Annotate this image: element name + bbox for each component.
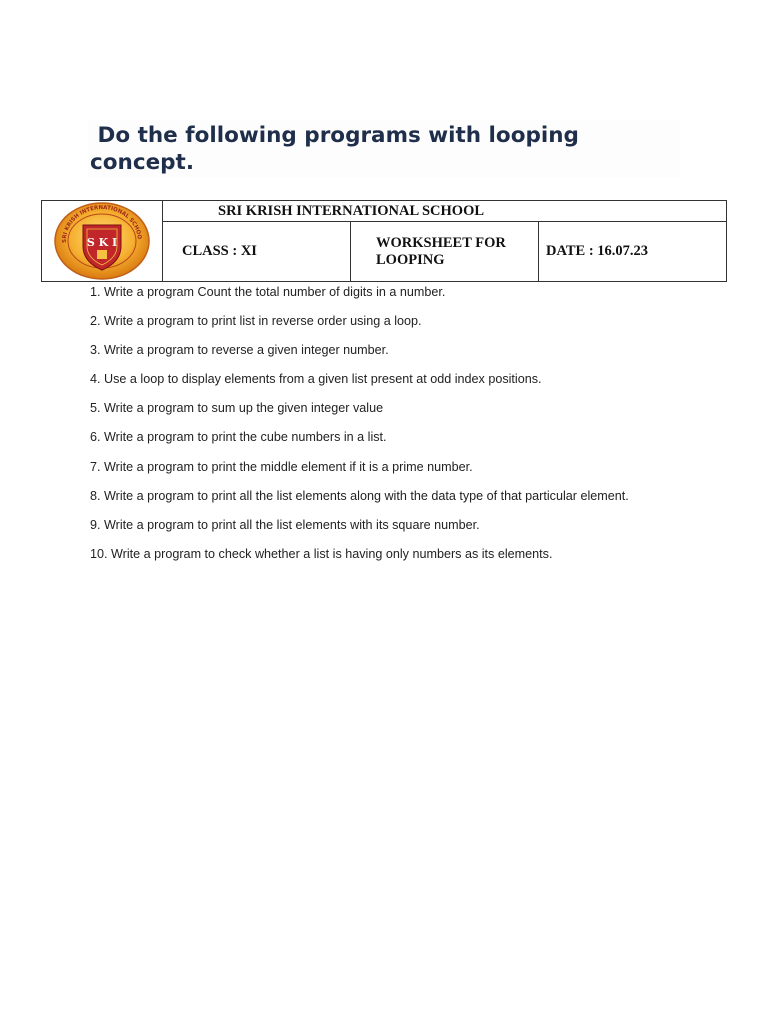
list-item: 4. Use a loop to display elements from a given list present at odd index positions. <box>90 372 542 387</box>
class-label: CLASS : XI <box>163 222 351 282</box>
list-item: 1. Write a program Count the total number of digits in a number. <box>90 285 446 299</box>
svg-text:S K I: S K I <box>86 236 118 249</box>
school-logo <box>53 202 151 280</box>
question-list <box>90 282 730 573</box>
logo-cell <box>42 201 163 282</box>
date-label: DATE : 16.07.23 <box>539 222 727 282</box>
list-item: 6. Write a program to print the cube numbers in a list. <box>90 430 387 445</box>
list-item: 9. Write a program to print all the list elements with its square number. <box>90 517 480 532</box>
list-item: 2. Write a program to print list in reverse order using a loop. <box>90 314 422 329</box>
heading-box <box>88 120 680 178</box>
list-item: 10. Write a program to check whether a list is having only numbers as its elements. <box>90 546 553 561</box>
list-item: 5. Write a program to sum up the given integer value <box>90 401 384 416</box>
svg-text:SRI KRISH INTERNATIONAL SCHOOL: SRI KRISH INTERNATIONAL SCHOO <box>61 204 143 243</box>
list-item: 8. Write a program to print all the list elements along with the data type of that particular element. <box>90 488 629 503</box>
school-name: SRI KRISH INTERNATIONAL SCHOOL <box>163 201 727 222</box>
list-item: 7. Write a program to print the middle element if it is a prime number. <box>90 459 473 474</box>
list-item: 3. Write a program to reverse a given integer number. <box>90 343 389 358</box>
page-heading: Do the following programs with looping concept. <box>90 123 579 175</box>
worksheet-title: WORKSHEET FOR LOOPING <box>351 222 539 282</box>
school-header-table <box>41 200 727 282</box>
